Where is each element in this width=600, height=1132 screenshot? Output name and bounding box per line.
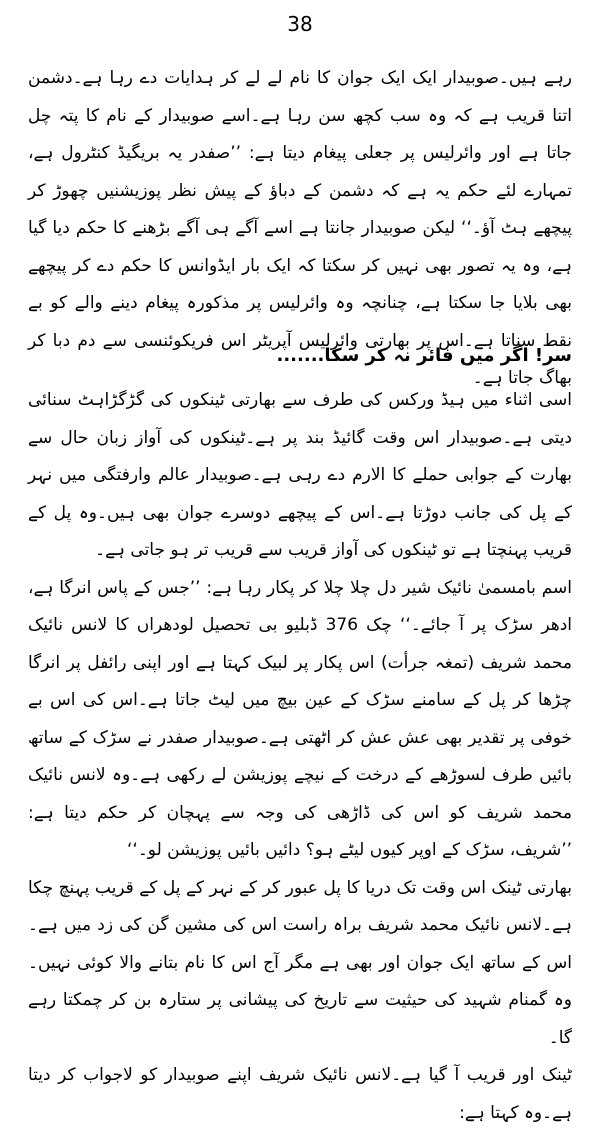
paragraph: اسی اثناء میں ہیڈ ورکس کی طرف سے بھارتی ٹینکوں کی گڑگڑاہٹ سنائی دیتی ہے۔صوبیدار اس وقت گائیڈ بند پر ہے۔ٹینکوں کی آواز زبان حال سے بھارت کے جوابی حملے کا الارم دے رہی ہے۔صوبیدار عالم وارفتگی میں نہر کے پل کی جانب دوڑتا ہے۔اس کے پیچھے دوسرے جوان بھی ہیں۔وہ پل کے قریب پہنچتا ہے تو ٹینکوں کی آواز قریب سے قریب تر ہو جاتی ہے۔ — [28, 390, 572, 560]
paragraph: رہے ہیں۔صوبیدار ایک ایک جوان کا نام لے لے کر ہدایات دے رہا ہے۔دشمن اتنا قریب ہے کہ وہ سب کچھ سن رہا ہے۔اسے صوبیدار کے نام کا پتہ چل جاتا ہے اور وائرلیس پر جعلی پیغام دیتا ہے: ’’صفدر یہ بریگیڈ کنٹرول ہے، تمہارے لئے حکم یہ ہے کہ دشمن کے دباؤ کے پیش نظر پوزیشنیں چھوڑ کر پیچھے ہٹ آؤ۔‘‘ لیکن صوبیدار جانتا ہے اسے آگے ہی آگے بڑھنے کا حکم دیا گیا ہے، وہ یہ تصور بھی نہیں کر سکتا کہ ایک بار ایڈوانس کا حکم دے کر پیچھے بھی بلایا جا سکتا ہے، چنانچہ وہ وائرلیس پر مذکورہ پیغام دینے والے کو بے نقط سناتا ہے۔اس پر بھارتی وائرلیس آپریٹر اس فریکوئنسی سے دم دبا کر بھاگ جاتا ہے۔ — [28, 68, 572, 388]
page-number: 38 — [287, 12, 313, 36]
section-heading: سر! اگر میں فائر نہ کر سکا....... — [276, 345, 572, 366]
paragraph: بھارتی ٹینک اس وقت تک دریا کا پل عبور کر کے نہر کے پل کے قریب پہنچ چکا ہے۔لانس نائیک محمد شریف براہ راست اس کی مشین گن کی زد میں ہے۔اس کے ساتھ ایک جوان اور بھی ہے مگر آج اس کا نام بتانے والا کوئی نہیں۔وہ گمنام شہید کی حیثیت سے تاریخ کی پیشانی پر ستارہ بن کر چمکتا رہے گا۔ — [28, 877, 572, 1048]
paragraph: ٹینک اور قریب آ گیا ہے۔لانس نائیک شریف اپنے صوبیدار کو لاجواب کر دیتا ہے۔وہ کہتا ہے: — [28, 1065, 572, 1123]
bottom-section — [28, 382, 572, 1132]
paragraph: اسم بامسمیٰ نائیک شیر دل چلا چلا کر پکار رہا ہے: ’’جس کے پاس انرگا ہے، ادھر سڑک پر آ جائے۔‘‘ چک 376 ڈبلیو بی تحصیل لودھراں کا لانس نائیک محمد شریف (تمغہ جرأت) اس پکار پر لبیک کہتا ہے اور اپنی رائفل پر انرگا چڑھا کر پل کے سامنے سڑک کے عین بیچ میں لیٹ جاتا ہے۔اس کی اس بے خوفی پر تقدیر بھی عش عش کر اٹھتی ہے۔صوبیدار صفدر نے سڑک کے ساتھ بائیں طرف لسوڑھے کے درخت کے نیچے پوزیشن لے رکھی ہے۔وہ لانس نائیک محمد شریف کو اس کی ڈاڑھی کی وجہ سے پہچان کر حکم دیتا ہے: ’’شریف، سڑک کے اوپر کیوں لیٹے ہو؟ دائیں بائیں پوزیشن لو۔‘‘ — [28, 577, 573, 860]
